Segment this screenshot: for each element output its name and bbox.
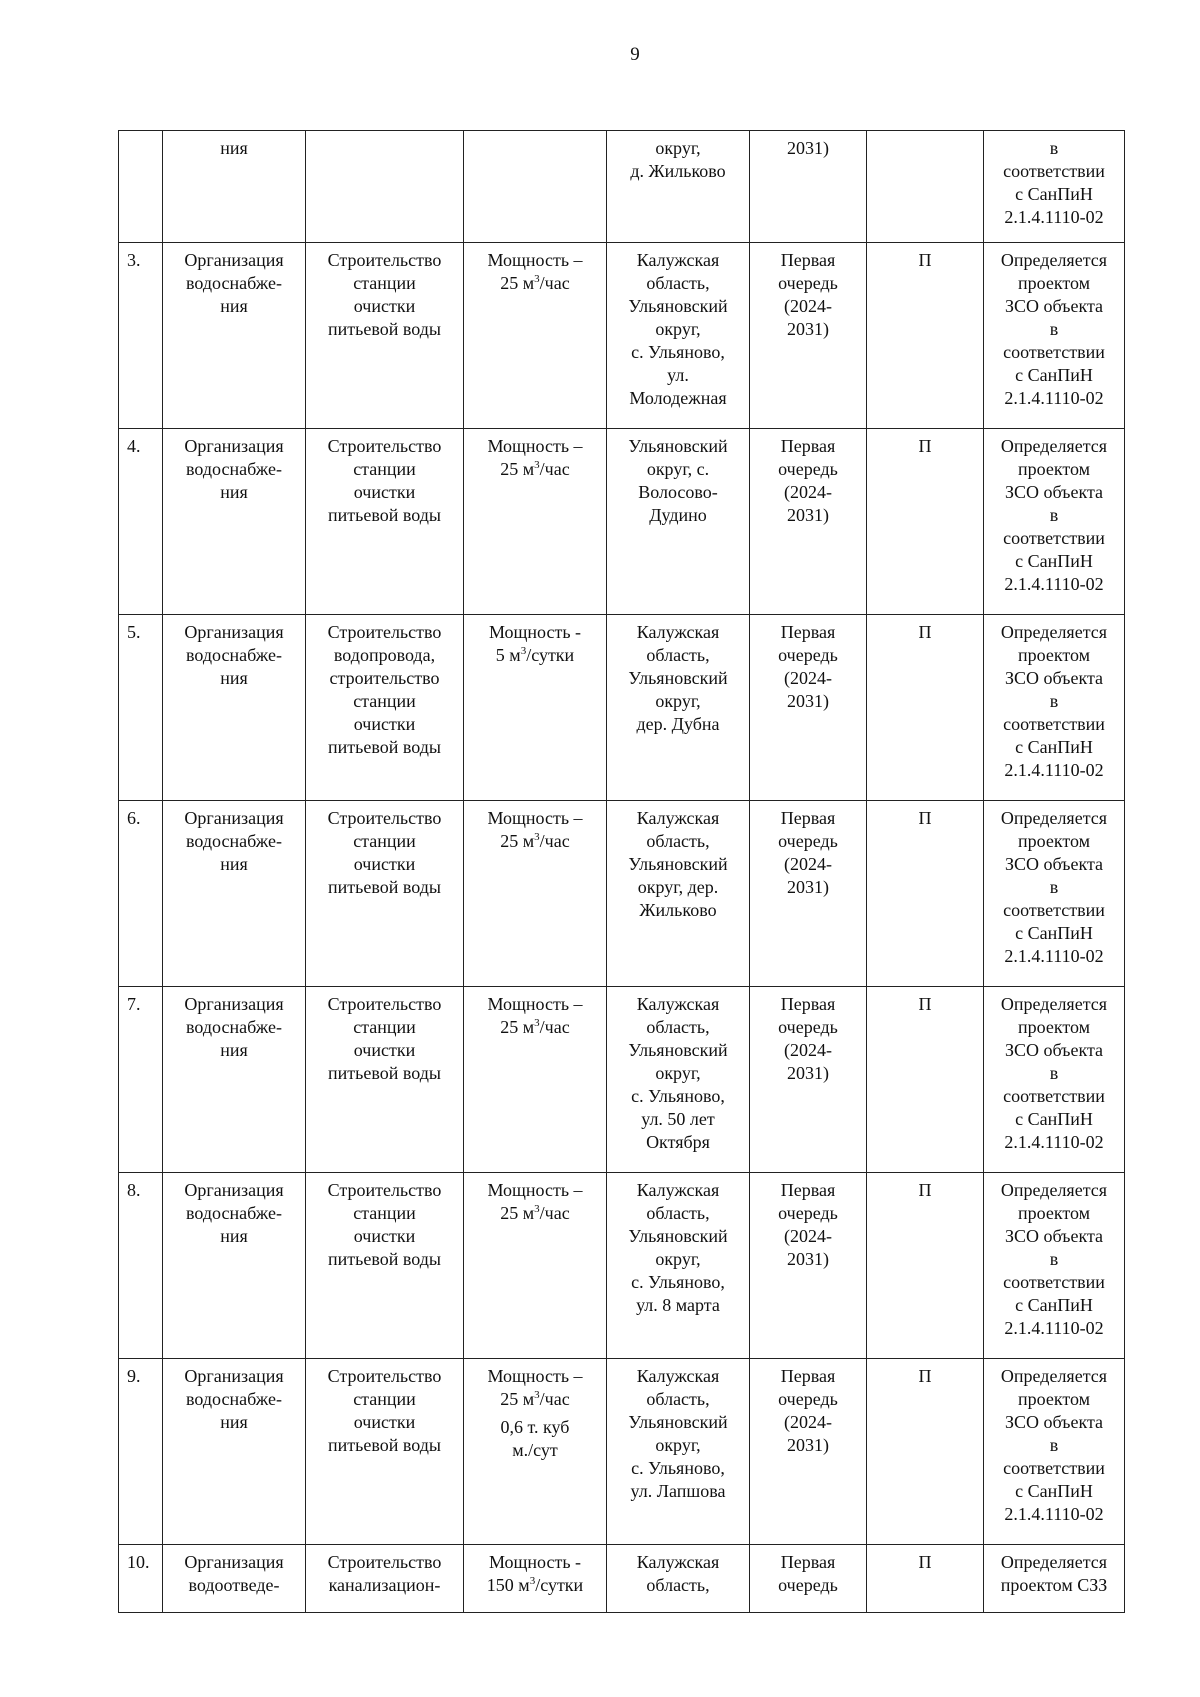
cell-line: Калужская [636, 1180, 720, 1200]
cell-line: в [1049, 1435, 1059, 1455]
cell-line: 25 $м^3$/час [500, 273, 570, 293]
cell-status: П [867, 615, 984, 801]
cell-params [464, 801, 607, 987]
cell-line: соответствии [1003, 714, 1105, 734]
cell-line: ЗСО объекта [1004, 1226, 1104, 1246]
cell-line: Ульяновский [628, 436, 728, 456]
cell-line: дер. Дубна [636, 714, 720, 734]
cell-action [306, 1173, 464, 1359]
cell-line: очистки [353, 1412, 416, 1432]
cell-stage [750, 801, 867, 987]
cell-line: 25 $м^3$/час [500, 1389, 570, 1409]
cell-line: в [1049, 877, 1059, 897]
cell-num: 9. [119, 1359, 163, 1545]
cell-line: Организация [184, 622, 284, 642]
cell-line: ЗСО объекта [1004, 1040, 1104, 1060]
cell-line: Мощность – [487, 808, 583, 828]
cell-line: питьевой воды [328, 1063, 441, 1083]
cell-line: проектом [1017, 831, 1091, 851]
cell-zone [984, 1173, 1125, 1359]
cell-line: проектом [1017, 1203, 1091, 1223]
cell-line: Организация [184, 1552, 284, 1572]
cell-line: Определяется [1000, 1180, 1108, 1200]
cell-line: водоснабже- [186, 273, 282, 293]
cell-line: ния [220, 296, 248, 316]
cell-stage [750, 243, 867, 429]
cell-line: Ульяновский [628, 1040, 728, 1060]
cell-line: с. Ульяново, [631, 342, 725, 362]
cell-name [163, 1359, 306, 1545]
cell-line: 25 $м^3$/час [500, 459, 570, 479]
cell-line: Организация [184, 994, 284, 1014]
cell-location [607, 801, 750, 987]
cell-line: Первая [780, 1552, 836, 1572]
cell-line: 2.1.4.1110-02 [1004, 1504, 1104, 1524]
cell-action [306, 429, 464, 615]
cell-location [607, 131, 750, 243]
cell-name [163, 987, 306, 1173]
cell-line: Первая [780, 436, 836, 456]
cell-line: питьевой воды [328, 319, 441, 339]
cell-line: в [1049, 319, 1059, 339]
cell-stage [750, 131, 867, 243]
cell-line: 2031) [787, 1063, 829, 1083]
cell-num [119, 131, 163, 243]
cell-line: Первая [780, 250, 836, 270]
table-row [119, 1359, 1125, 1545]
cell-name [163, 243, 306, 429]
cell-line: (2024- [784, 1226, 832, 1246]
cell-action [306, 615, 464, 801]
cell-line: станции [353, 691, 416, 711]
cell-zone [984, 615, 1125, 801]
cell-line: строительство [329, 668, 440, 688]
cell-line: ния [220, 668, 248, 688]
cell-line: Первая [780, 808, 836, 828]
cell-line: ния [220, 482, 248, 502]
cell-line: в [1049, 138, 1059, 158]
cell-line: соответствии [1003, 1086, 1105, 1106]
cell-line: Определяется [1000, 808, 1108, 828]
cell-line: с СанПиН [1015, 737, 1093, 757]
cell-line: соответствии [1003, 1458, 1105, 1478]
cell-status: П [867, 429, 984, 615]
cell-line: очередь [778, 1389, 838, 1409]
cell-line: 25 $м^3$/час [500, 831, 570, 851]
cell-zone [984, 429, 1125, 615]
cell-line: в [1049, 1249, 1059, 1269]
cell-line: (2024- [784, 1040, 832, 1060]
cell-action [306, 1359, 464, 1545]
cell-line: Строительство [327, 436, 442, 456]
cell-action [306, 131, 464, 243]
cell-line: в [1049, 505, 1059, 525]
cell-line: соответствии [1003, 1272, 1105, 1292]
cell-line: водопровода, [333, 645, 436, 665]
cell-line: округ, с. [646, 459, 710, 479]
cell-line: ЗСО объекта [1004, 668, 1104, 688]
cell-line: очередь [778, 1575, 838, 1595]
cell-status: П [867, 243, 984, 429]
cell-stage [750, 1173, 867, 1359]
cell-line: 2.1.4.1110-02 [1004, 388, 1104, 408]
cell-line: 2.1.4.1110-02 [1004, 1318, 1104, 1338]
cell-line: Строительство [327, 994, 442, 1014]
cell-line: Волосово- [638, 482, 718, 502]
cell-line: Первая [780, 994, 836, 1014]
cell-line: водоснабже- [186, 831, 282, 851]
cell-num: 5. [119, 615, 163, 801]
cell-zone [984, 131, 1125, 243]
cell-line: Калужская [636, 1552, 720, 1572]
cell-line: проектом [1017, 459, 1091, 479]
cell-line: очередь [778, 1203, 838, 1223]
cell-line: очередь [778, 1017, 838, 1037]
cell-line: 2031) [787, 877, 829, 897]
cell-stage [750, 615, 867, 801]
table-row [119, 615, 1125, 801]
cell-line: Мощность - [488, 622, 582, 642]
cell-line: Определяется [1000, 622, 1108, 642]
table-row [119, 987, 1125, 1173]
cell-line: станции [353, 1389, 416, 1409]
cell-line: Организация [184, 808, 284, 828]
cell-line: проектом [1017, 273, 1091, 293]
cell-params [464, 987, 607, 1173]
cell-action [306, 801, 464, 987]
cell-status: П [867, 801, 984, 987]
cell-line: ул. 50 лет [641, 1109, 715, 1129]
cell-line: питьевой воды [328, 505, 441, 525]
cell-line: Калужская [636, 994, 720, 1014]
cell-params [464, 1173, 607, 1359]
cell-line: очистки [353, 854, 416, 874]
cell-line: Определяется [1000, 994, 1108, 1014]
cell-line: соответствии [1003, 528, 1105, 548]
cell-line: (2024- [784, 854, 832, 874]
cell-line: ЗСО объекта [1004, 296, 1104, 316]
cell-num: 7. [119, 987, 163, 1173]
cell-line: Мощность - [488, 1552, 582, 1572]
cell-name [163, 131, 306, 243]
cell-line: область, [646, 273, 710, 293]
cell-stage [750, 1359, 867, 1545]
table-row [119, 429, 1125, 615]
cell-line: Организация [184, 1180, 284, 1200]
cell-action [306, 1545, 464, 1613]
cell-params [464, 131, 607, 243]
cell-line: станции [353, 1203, 416, 1223]
cell-line: область, [646, 1017, 710, 1037]
cell-location [607, 1359, 750, 1545]
cell-line: Ульяновский [628, 296, 728, 316]
cell-line: 2031) [787, 505, 829, 525]
cell-line: Калужская [636, 622, 720, 642]
cell-name [163, 1173, 306, 1359]
cell-num: 4. [119, 429, 163, 615]
cell-line: ул. [667, 365, 689, 385]
cell-line: ЗСО объекта [1004, 1412, 1104, 1432]
cell-line: очистки [353, 296, 416, 316]
cell-zone [984, 1359, 1125, 1545]
cell-line: 2031) [787, 319, 829, 339]
cell-line: Строительство [327, 1552, 442, 1572]
cell-status: П [867, 987, 984, 1173]
cell-line: ния [220, 138, 248, 158]
cell-line: 2.1.4.1110-02 [1004, 1132, 1104, 1152]
cell-line: округ, [655, 1435, 701, 1455]
cell-line: (2024- [784, 482, 832, 502]
table-row [119, 131, 1125, 243]
cell-line: соответствии [1003, 342, 1105, 362]
cell-params [464, 429, 607, 615]
cell-stage [750, 429, 867, 615]
cell-line: округ, [655, 1063, 701, 1083]
cell-line: округ, [655, 319, 701, 339]
cell-line: 5 $м^3$/сутки [495, 645, 575, 665]
cell-line: Строительство [327, 1180, 442, 1200]
cell-line: с. Ульяново, [631, 1458, 725, 1478]
cell-line: очередь [778, 645, 838, 665]
cell-line: Первая [780, 622, 836, 642]
cell-line: проектом [1017, 1017, 1091, 1037]
cell-line: соответствии [1003, 161, 1105, 181]
cell-line: Молодежная [629, 388, 727, 408]
cell-line: ния [220, 1226, 248, 1246]
cell-line: станции [353, 273, 416, 293]
cell-line: станции [353, 1017, 416, 1037]
cell-params [464, 1545, 607, 1613]
cell-line: питьевой воды [328, 737, 441, 757]
cell-line: 2031) [787, 691, 829, 711]
cell-line: питьевой воды [328, 877, 441, 897]
cell-line: Организация [184, 1366, 284, 1386]
cell-line: 25 $м^3$/час [500, 1017, 570, 1037]
cell-line: округ, [655, 691, 701, 711]
page-number: 9 [630, 44, 640, 65]
cell-line: 2.1.4.1110-02 [1004, 207, 1104, 227]
cell-line: ния [220, 1040, 248, 1060]
cell-name [163, 615, 306, 801]
cell-location [607, 1545, 750, 1613]
cell-line: очистки [353, 1040, 416, 1060]
cell-status [867, 131, 984, 243]
cell-line: округ, дер. [637, 877, 719, 897]
cell-location [607, 429, 750, 615]
cell-line: Калужская [636, 1366, 720, 1386]
cell-line: Организация [184, 436, 284, 456]
cell-line: область, [646, 831, 710, 851]
cell-line: Мощность – [487, 994, 583, 1014]
cell-status: П [867, 1359, 984, 1545]
table-row [119, 243, 1125, 429]
cell-line: Строительство [327, 250, 442, 270]
cell-line: 2.1.4.1110-02 [1004, 946, 1104, 966]
cell-line: проектом [1017, 1389, 1091, 1409]
cell-line: м./сут [512, 1440, 558, 1460]
cell-line: в [1049, 691, 1059, 711]
cell-line: очередь [778, 831, 838, 851]
cell-line: 150 $м^3$/сутки [486, 1575, 584, 1595]
cell-line: Ульяновский [628, 854, 728, 874]
cell-line: 2.1.4.1110-02 [1004, 574, 1104, 594]
cell-line: с СанПиН [1015, 184, 1093, 204]
cell-params [464, 615, 607, 801]
cell-line: с. Ульяново, [631, 1272, 725, 1292]
cell-line: Ульяновский [628, 1412, 728, 1432]
cell-line: (2024- [784, 1412, 832, 1432]
cell-line: 2.1.4.1110-02 [1004, 760, 1104, 780]
cell-action [306, 243, 464, 429]
cell-location [607, 243, 750, 429]
cell-line: 0,6 т. куб [500, 1417, 570, 1437]
cell-line: область, [646, 1389, 710, 1409]
cell-line: Калужская [636, 808, 720, 828]
cell-action [306, 987, 464, 1173]
cell-line: водоснабже- [186, 645, 282, 665]
table-row [119, 801, 1125, 987]
cell-line: очистки [353, 714, 416, 734]
cell-status: П [867, 1173, 984, 1359]
cell-num: 8. [119, 1173, 163, 1359]
cell-line: с СанПиН [1015, 923, 1093, 943]
cell-line: Определяется [1000, 250, 1108, 270]
cell-name [163, 801, 306, 987]
cell-zone [984, 243, 1125, 429]
cell-line: Мощность – [487, 1180, 583, 1200]
cell-line: станции [353, 831, 416, 851]
cell-status: П [867, 1545, 984, 1613]
cell-line: Калужская [636, 250, 720, 270]
cell-location [607, 1173, 750, 1359]
cell-line: округ, [655, 1249, 701, 1269]
cell-line: Дудино [649, 505, 707, 525]
cell-params [464, 1359, 607, 1545]
cell-line: Строительство [327, 1366, 442, 1386]
cell-stage [750, 1545, 867, 1613]
cell-line: соответствии [1003, 900, 1105, 920]
cell-line: ния [220, 854, 248, 874]
cell-line: Строительство [327, 808, 442, 828]
cell-line: Определяется [1000, 1552, 1108, 1572]
cell-line: Организация [184, 250, 284, 270]
cell-params [464, 243, 607, 429]
cell-line: область, [646, 1203, 710, 1223]
cell-line: ул. Лапшова [630, 1481, 726, 1501]
cell-line: очистки [353, 482, 416, 502]
cell-line: Мощность – [487, 436, 583, 456]
cell-line: с СанПиН [1015, 1481, 1093, 1501]
table-row [119, 1173, 1125, 1359]
table-body [119, 131, 1125, 1613]
cell-line: 2031) [787, 138, 829, 158]
cell-line: питьевой воды [328, 1249, 441, 1269]
cell-line: с СанПиН [1015, 1109, 1093, 1129]
cell-line: с. Ульяново, [631, 1086, 725, 1106]
cell-num: 10. [119, 1545, 163, 1613]
cell-line: ния [220, 1412, 248, 1432]
cell-num: 3. [119, 243, 163, 429]
cell-zone [984, 987, 1125, 1173]
cell-line: Определяется [1000, 436, 1108, 456]
cell-zone [984, 1545, 1125, 1613]
cell-line: в [1049, 1063, 1059, 1083]
cell-line: 25 $м^3$/час [500, 1203, 570, 1223]
cell-line: 2031) [787, 1435, 829, 1455]
cell-line: (2024- [784, 296, 832, 316]
cell-line: ЗСО объекта [1004, 854, 1104, 874]
planned-objects-table [118, 130, 1125, 1613]
cell-line: Строительство [327, 622, 442, 642]
cell-line: водоснабже- [186, 1203, 282, 1223]
cell-line: очередь [778, 273, 838, 293]
cell-line: Мощность – [487, 250, 583, 270]
cell-zone [984, 801, 1125, 987]
cell-line: Мощность – [487, 1366, 583, 1386]
cell-line: округ, [655, 138, 701, 158]
cell-stage [750, 987, 867, 1173]
cell-line: станции [353, 459, 416, 479]
cell-line: область, [646, 1575, 710, 1595]
cell-line: 2031) [787, 1249, 829, 1269]
cell-location [607, 987, 750, 1173]
cell-line: водоснабже- [186, 459, 282, 479]
cell-line: Жильково [639, 900, 717, 920]
cell-line: с СанПиН [1015, 551, 1093, 571]
table-row [119, 1545, 1125, 1613]
cell-line: водоснабже- [186, 1017, 282, 1037]
cell-line: водоотведе- [188, 1575, 280, 1595]
cell-line: Первая [780, 1180, 836, 1200]
cell-line: ул. 8 марта [636, 1295, 720, 1315]
cell-line: питьевой воды [328, 1435, 441, 1455]
cell-line: проектом [1017, 645, 1091, 665]
cell-line: очистки [353, 1226, 416, 1246]
cell-line: Ульяновский [628, 1226, 728, 1246]
cell-line: (2024- [784, 668, 832, 688]
cell-line: с СанПиН [1015, 365, 1093, 385]
cell-line: д. Жильково [630, 161, 726, 181]
cell-location [607, 615, 750, 801]
cell-line: водоснабже- [186, 1389, 282, 1409]
cell-line: очередь [778, 459, 838, 479]
cell-num: 6. [119, 801, 163, 987]
cell-line: Первая [780, 1366, 836, 1386]
cell-line: Октября [646, 1132, 710, 1152]
cell-line: канализацион- [328, 1575, 441, 1595]
cell-name [163, 1545, 306, 1613]
cell-name [163, 429, 306, 615]
cell-line: ЗСО объекта [1004, 482, 1104, 502]
cell-line: проектом СЗЗ [1000, 1575, 1108, 1595]
cell-line: с СанПиН [1015, 1295, 1093, 1315]
cell-line: Определяется [1000, 1366, 1108, 1386]
cell-line: Ульяновский [628, 668, 728, 688]
cell-line: область, [646, 645, 710, 665]
